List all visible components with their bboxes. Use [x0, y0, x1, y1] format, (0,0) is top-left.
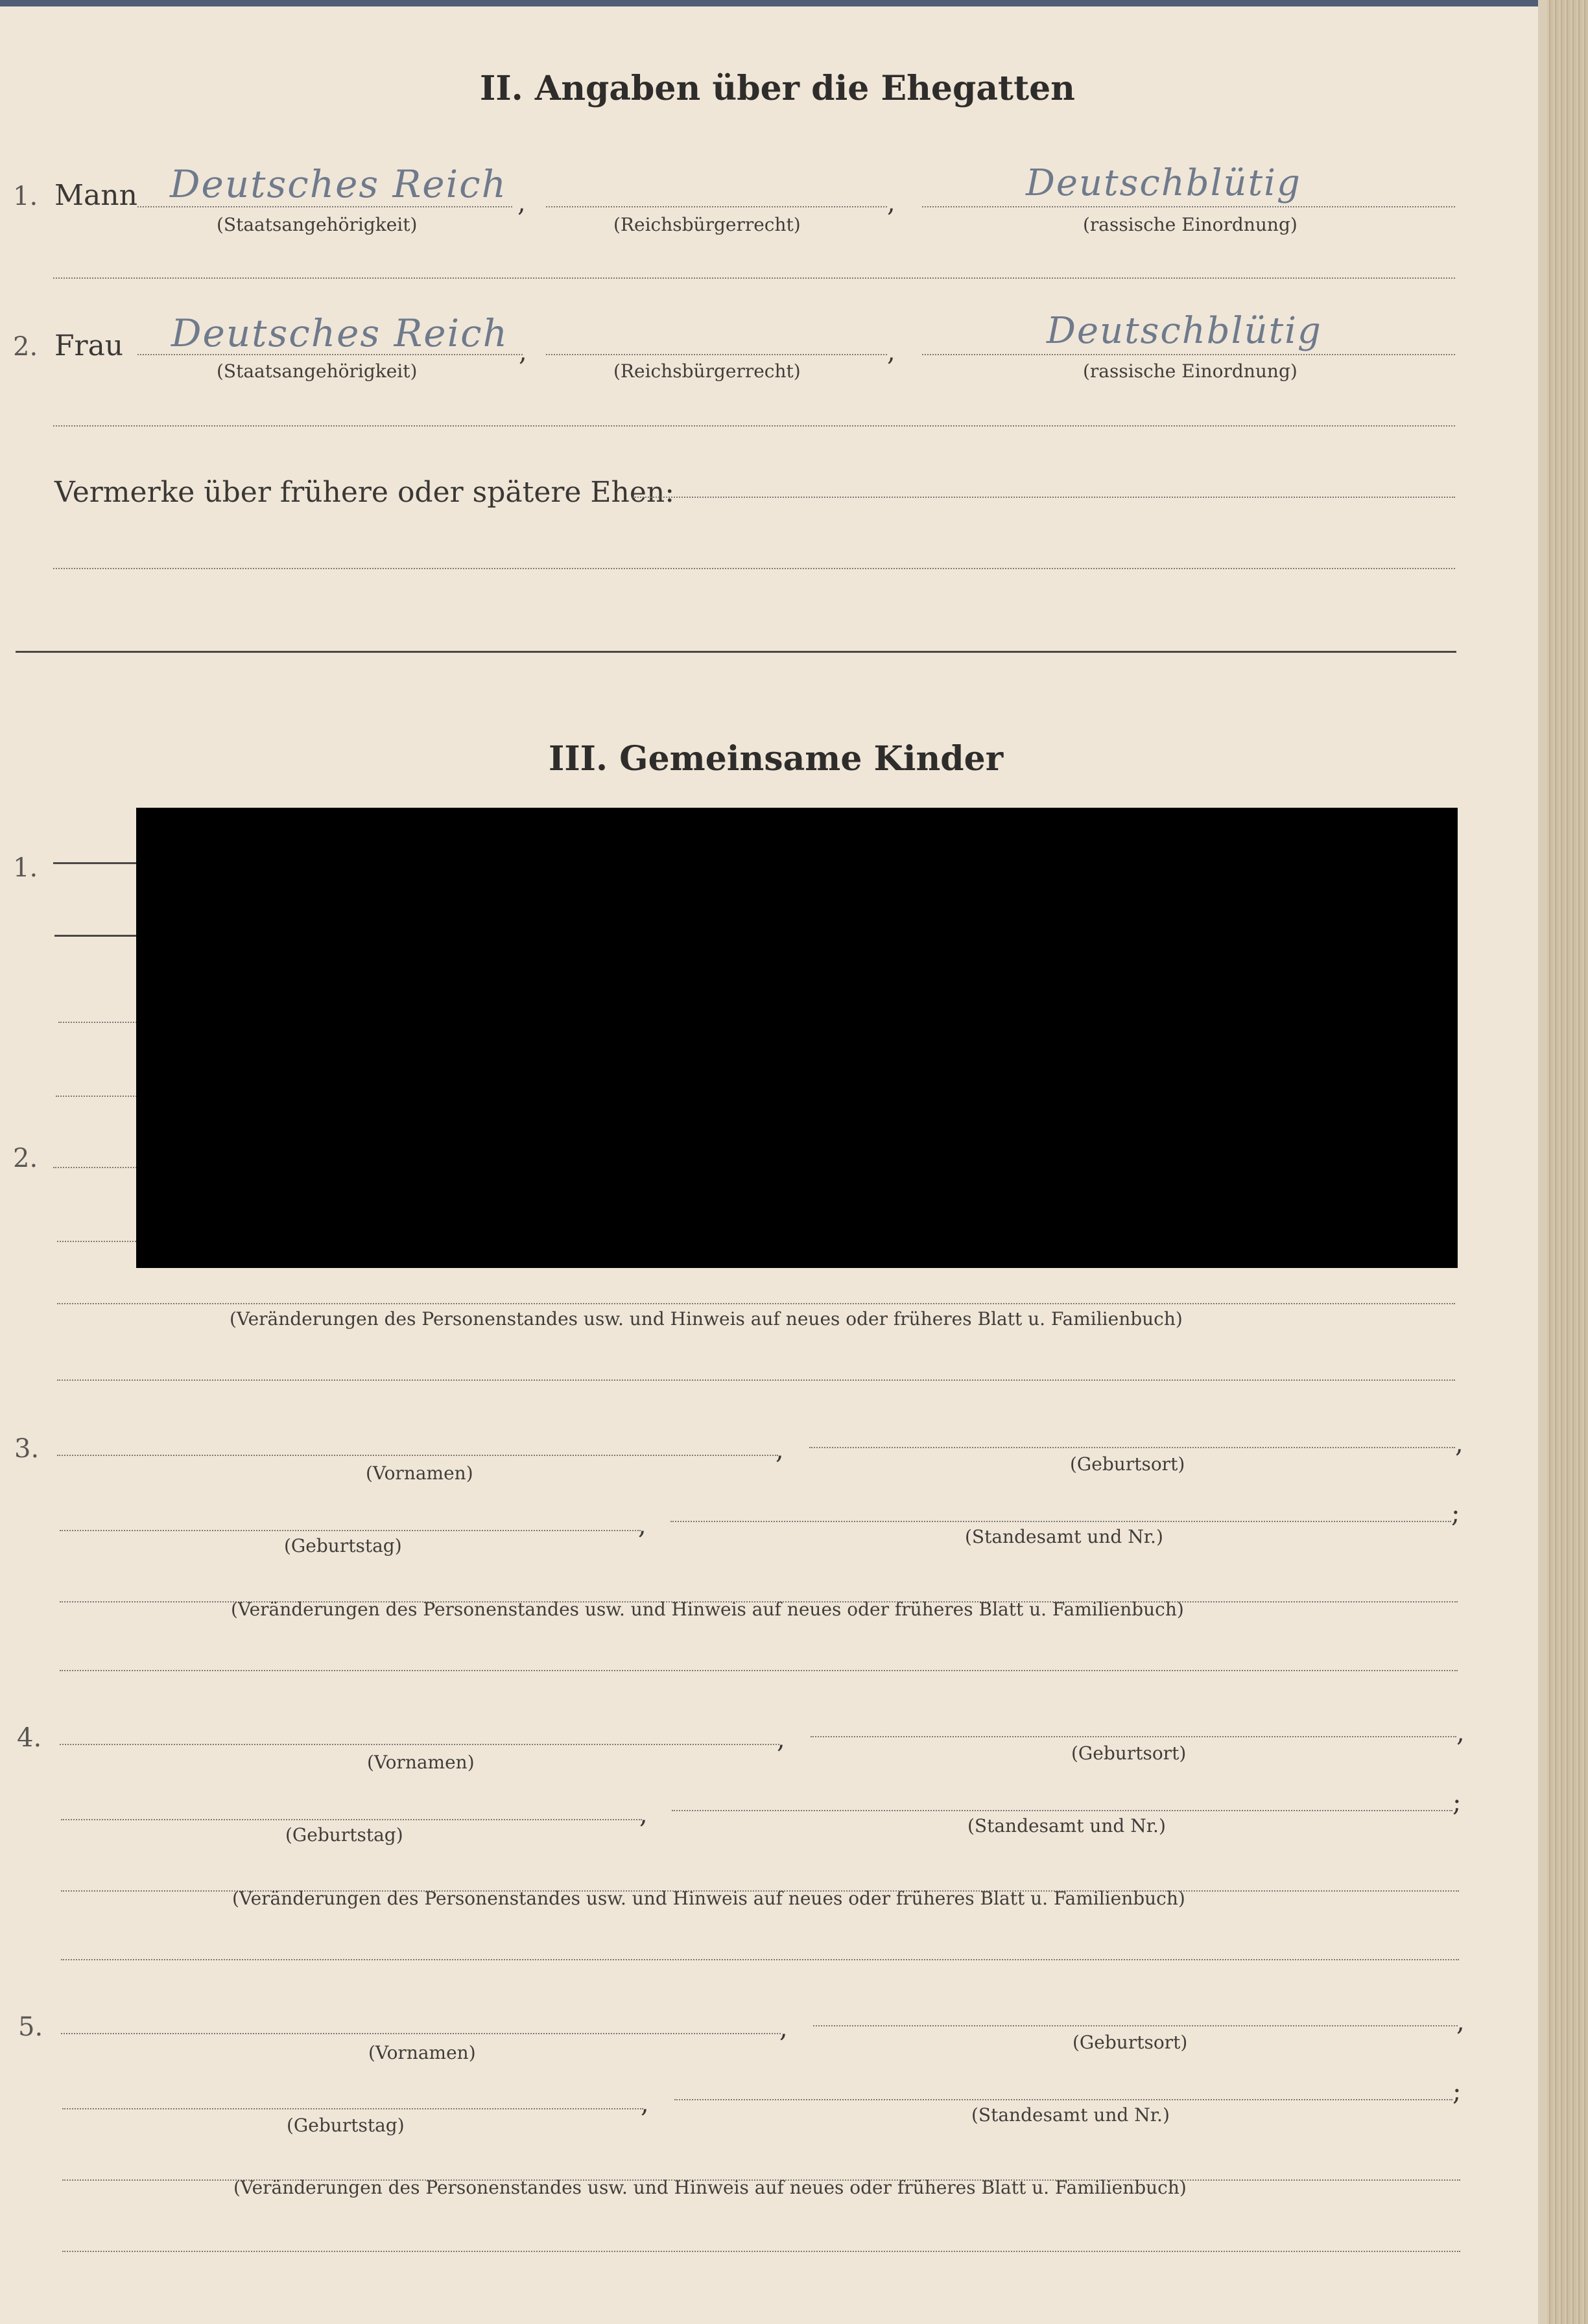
comma: ,: [639, 1800, 648, 1829]
birthday-caption: (Geburtstag): [285, 1824, 403, 1846]
spouse-2-label: Frau: [54, 329, 124, 362]
changes-caption: (Veränderungen des Personenstandes usw. und Hinweis auf neues oder früheres Blatt u. Familienbuch): [230, 1308, 1183, 1330]
changes-caption: (Veränderungen des Personenstandes usw. und Hinweis auf neues oder früheres Blatt u. Familienbuch): [233, 2177, 1187, 2198]
comma: ,: [1456, 1718, 1465, 1748]
child-3-birthday-line: [60, 1530, 641, 1531]
nationality-caption: (Staatsangehörigkeit): [217, 214, 418, 235]
child-5-birthplace-line: [813, 2025, 1458, 2026]
child-5-birthday-line: [62, 2108, 643, 2109]
child-1-name-line: [53, 862, 144, 864]
comma: ,: [641, 2089, 649, 2119]
child-4-first-names-line: [60, 1744, 779, 1745]
spouse-2-extra-line: [53, 425, 1455, 427]
changes-caption: (Veränderungen des Personenstandes usw. und Hinweis auf neues oder früheres Blatt u. Familienbuch): [232, 1888, 1185, 1909]
spouse-2-ethnicity-line: [922, 354, 1455, 355]
page-edge: [1538, 0, 1547, 2324]
child-5-number: 5.: [18, 2012, 43, 2042]
spouse-1-ethnicity-value: Deutschblütig: [1026, 162, 1301, 204]
child-5-registry-line: [674, 2099, 1452, 2100]
comma: ,: [519, 337, 527, 367]
child-1-changes-line: [58, 1022, 144, 1023]
spouse-1-ethnicity-line: [922, 206, 1455, 207]
comma: ,: [1455, 1429, 1464, 1459]
child-1-birthday-line: [54, 935, 144, 937]
child-5-extra-line: [62, 2251, 1460, 2252]
comma: ,: [777, 1724, 785, 1754]
comma: ,: [776, 1435, 784, 1465]
spouse-1-label: Mann: [54, 179, 137, 212]
comma: ,: [1456, 2007, 1465, 2037]
spouse-1-nationality-value: Deutsches Reich: [170, 162, 507, 206]
child-2-name-line: [53, 1167, 144, 1168]
birthday-caption: (Geburtstag): [287, 2115, 405, 2136]
comma: ,: [887, 188, 895, 218]
child-5-first-names-line: [61, 2033, 781, 2034]
child-3-registry-line: [670, 1521, 1451, 1522]
birthplace-caption: (Geburtsort): [1071, 1743, 1187, 1764]
spouse-2-ethnicity-value: Deutschblütig: [1047, 310, 1322, 352]
registry-caption: (Standesamt und Nr.): [971, 2104, 1170, 2126]
comma: ,: [887, 337, 895, 367]
section-3-title: III. Gemeinsame Kinder: [549, 739, 1004, 779]
child-4-number: 4.: [17, 1723, 42, 1753]
citizenship-caption: (Reichsbürgerrecht): [613, 360, 801, 382]
birthplace-caption: (Geburtsort): [1070, 1453, 1185, 1475]
semicolon: ;: [1452, 2077, 1462, 2107]
section-divider: [16, 651, 1456, 653]
child-3-birthplace-line: [809, 1447, 1455, 1448]
marriage-notes-line-1: [633, 497, 1455, 498]
spouse-1-extra-line: [53, 277, 1455, 279]
child-1-extra-line: [56, 1096, 144, 1097]
child-2-extra-line: [57, 1379, 1455, 1381]
semicolon: ;: [1452, 1788, 1462, 1818]
spouse-2-citizenship-line: [546, 354, 887, 355]
marriage-notes-line-2: [53, 568, 1455, 569]
first-names-caption: (Vornamen): [367, 1752, 475, 1773]
child-4-birthday-line: [61, 1819, 642, 1820]
child-1-number: 1.: [13, 853, 38, 883]
redaction-box: [136, 808, 1458, 1268]
nationality-caption: (Staatsangehörigkeit): [217, 360, 418, 382]
comma: ,: [779, 2013, 788, 2043]
spouse-1-nationality-line: [137, 206, 512, 207]
child-4-registry-line: [672, 1810, 1452, 1811]
child-2-changes-line: [57, 1303, 1455, 1304]
spouse-2-number: 2.: [13, 332, 38, 362]
citizenship-caption: (Reichsbürgerrecht): [613, 214, 801, 235]
first-names-caption: (Vornamen): [368, 2042, 476, 2063]
child-4-extra-line: [61, 1959, 1459, 1960]
changes-caption: (Veränderungen des Personenstandes usw. und Hinweis auf neues oder früheres Blatt u. Familienbuch): [231, 1599, 1184, 1620]
book-edge-stack: [1547, 0, 1588, 2324]
ethnicity-caption: (rassische Einordnung): [1083, 214, 1298, 235]
first-names-caption: (Vornamen): [366, 1462, 473, 1484]
spouse-1-citizenship-line: [546, 206, 887, 207]
spouse-1-number: 1.: [13, 182, 38, 211]
semicolon: ;: [1451, 1499, 1460, 1529]
child-4-birthplace-line: [811, 1736, 1456, 1737]
child-3-extra-line: [60, 1670, 1458, 1671]
child-3-number: 3.: [14, 1434, 40, 1464]
child-2-number: 2.: [13, 1144, 38, 1173]
registry-caption: (Standesamt und Nr.): [965, 1526, 1163, 1547]
ethnicity-caption: (rassische Einordnung): [1083, 360, 1298, 382]
section-2-title: II. Angaben über die Ehegatten: [480, 69, 1075, 108]
comma: ,: [517, 188, 526, 218]
birthplace-caption: (Geburtsort): [1072, 2032, 1188, 2053]
birthday-caption: (Geburtstag): [284, 1535, 402, 1556]
child-2-birthday-line: [57, 1241, 144, 1242]
marriage-notes-label: Vermerke über frühere oder spätere Ehen:: [54, 476, 675, 509]
comma: ,: [638, 1510, 646, 1540]
registry-caption: (Standesamt und Nr.): [967, 1815, 1166, 1837]
spouse-2-nationality-value: Deutsches Reich: [171, 311, 508, 355]
child-3-first-names-line: [57, 1455, 778, 1456]
